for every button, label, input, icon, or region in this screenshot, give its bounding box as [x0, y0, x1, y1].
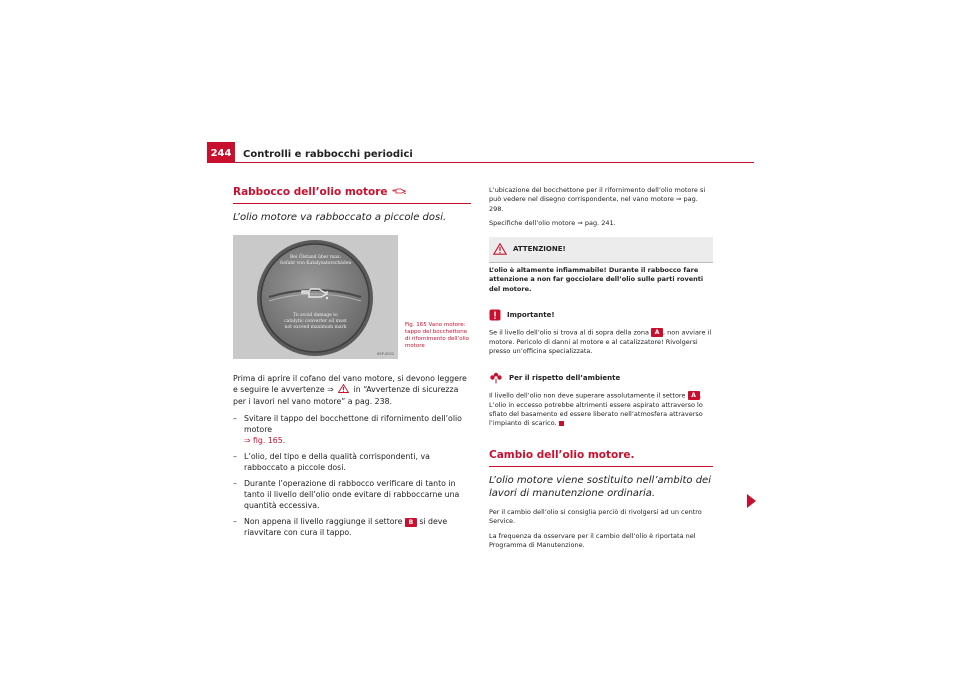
warning-box	[489, 237, 713, 294]
section-title-text: Rabbocco dell’olio motore	[233, 186, 388, 198]
oil-filler-cap-illustration	[233, 235, 398, 359]
environment-flower-icon	[489, 369, 503, 388]
section-intro: L’olio motore va rabboccato a piccole dosi.	[233, 212, 447, 223]
cap-text-top-1: Bei Ölstand über max:	[289, 254, 341, 260]
exclamation-icon	[489, 306, 501, 325]
important-text: Se il livello dell’olio si trova al di sopra della zona A , non avviare il motore. Pericolo di danni al motore e al catalizzatore! Rivolgersi presso un’officina specializzata.	[489, 328, 712, 356]
list-item	[233, 478, 471, 511]
important-header	[489, 306, 713, 325]
section-end-marker	[559, 421, 564, 426]
list-item-text: Non appena il livello raggiunge il settore B si deve riavvitare con cura il tappo.	[244, 517, 448, 538]
fig-165-link[interactable]: ⇒ fig. 165	[244, 435, 283, 445]
environment-text: Il livello dell’olio non deve superare assolutamente il settore A . L’olio in eccesso potrebbe altrimenti essere aspirato attraverso lo sfiato del basamento ed essere liberato nell’atmosfera attraverso l’impianto di scarico.	[489, 391, 703, 428]
sector-a-badge: A	[688, 391, 700, 400]
list-dash: –	[233, 517, 237, 527]
list-dash: –	[233, 479, 237, 488]
important-label: Importante!	[507, 311, 555, 320]
filler-location-paragraph: L’ubicazione del bocchettone per il rifornimento dell’olio motore si può vedere nel disegno corrispondente, nel vano motore ⇒ pag. 298.	[489, 186, 706, 213]
intro-paragraph	[233, 373, 471, 407]
warning-triangle-icon	[338, 384, 349, 396]
header-divider	[207, 162, 754, 163]
figure-code: B5P-0032	[377, 351, 394, 356]
right-column	[489, 186, 713, 551]
list-item	[233, 451, 471, 473]
warning-text: L’olio è altamente infiammabile! Durante il rabbocco fare attenzione a non far gocciolare dell’olio sulle parti roventi del motore.	[489, 265, 704, 293]
oil-specs-paragraph: Specifiche dell’olio motore ⇒ pag. 241.	[489, 219, 616, 228]
intro-text: Prima di aprire il cofano del vano motore, si devono leggere e seguire le avvertenze	[233, 373, 467, 394]
section-title-oil-refill	[233, 186, 471, 198]
service-center-paragraph: Per il cambio dell’olio si consiglia perciò di rivolgersi ad un centro Service.	[489, 507, 702, 526]
page-number: 244	[207, 142, 235, 162]
section-divider	[233, 203, 471, 204]
section-title-oil-change: Cambio dell’olio motore.	[489, 448, 635, 461]
intro-text-tail: in “Avvertenze di sicurezza per i lavori nel vano motore” a pag. 238.	[233, 384, 459, 406]
list-item-text: Durante l’operazione di rabbocco verificare di tanto in tanto il livello dell’olio onde evitare di rabboccarne una quantità eccessiva.	[244, 479, 460, 511]
environment-header	[489, 369, 713, 388]
cap-text-top-2: Gefahr von Katalysatorschäden	[279, 260, 352, 266]
figure-165	[233, 235, 471, 363]
list-dash: –	[233, 413, 237, 423]
list-item-text: L’olio, del tipo e della qualità corrispondenti, va rabboccato a piccole dosi.	[244, 451, 430, 472]
section-oil-change	[489, 449, 713, 551]
environment-label: Per il rispetto dell’ambiente	[509, 374, 621, 383]
running-header-title: Controlli e rabbocchi periodici	[243, 149, 413, 160]
maintenance-schedule-paragraph: La frequenza da osservare per il cambio dell’olio è riportata nel Programma di Manutenzione.	[489, 531, 696, 550]
figure-caption: Fig. 165 Vano motore: tappo del bocchettone di rifornimento dell’olio motore	[405, 321, 469, 349]
left-column	[233, 186, 471, 543]
warning-label: ATTENZIONE!	[513, 245, 566, 254]
section-divider	[489, 466, 713, 467]
cap-text-bottom-2: catalytic converter oil must	[284, 318, 347, 324]
sector-b-badge: B	[405, 518, 417, 527]
warning-triangle-icon	[493, 240, 507, 259]
step-list	[233, 413, 471, 539]
list-item-text: Svitare il tappo del bocchettone di rifornimento dell’olio motore ⇒ fig. 165.	[244, 413, 462, 445]
list-item	[233, 516, 471, 538]
oil-can-icon	[392, 186, 406, 198]
list-dash: –	[233, 451, 237, 461]
list-item	[233, 413, 471, 446]
next-page-arrow-icon[interactable]	[747, 494, 756, 508]
section-intro: L’olio motore viene sostituito nell’ambito dei lavori di manutenzione ordinaria.	[489, 474, 711, 500]
cap-text-bottom-1: To avoid damage to	[293, 312, 338, 318]
zone-a-badge: A	[651, 328, 663, 337]
cap-text-bottom-3: not exceed maximum mark	[284, 324, 347, 330]
warning-header	[489, 237, 713, 263]
ref-arrow: ⇒	[327, 384, 334, 394]
